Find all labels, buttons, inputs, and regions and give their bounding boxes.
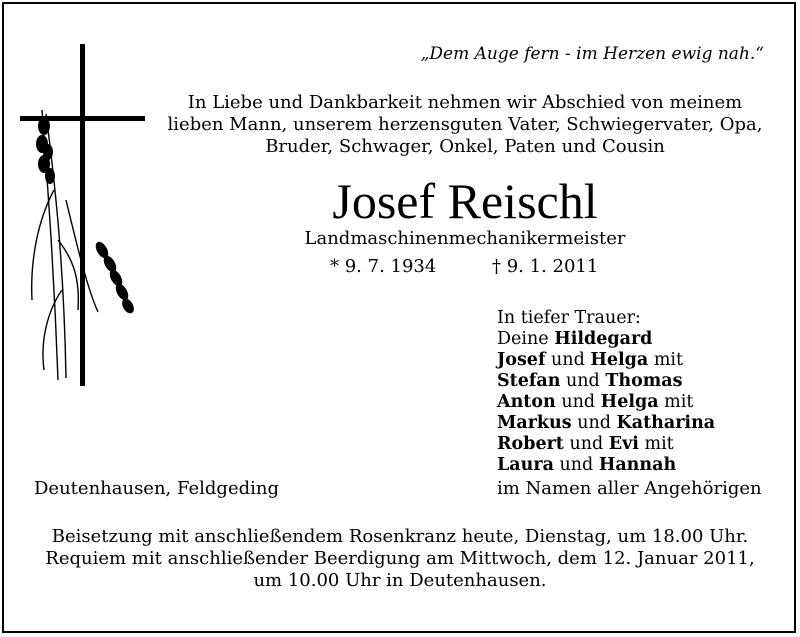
mourner-name: Robert bbox=[497, 434, 564, 454]
intro-line: lieben Mann, unserem herzensguten Vater, Schwiegervater, Opa, bbox=[167, 114, 763, 135]
mourner-name: Katharina bbox=[616, 413, 716, 433]
mourner-connector: mit bbox=[648, 350, 684, 370]
mourner-connector: und bbox=[545, 350, 591, 370]
mourners-closing: im Namen aller Angehörigen bbox=[497, 478, 762, 499]
mourner-name: Stefan bbox=[497, 371, 561, 391]
birth-date: * 9. 7. 1934 bbox=[330, 256, 437, 277]
mourner-connector: und bbox=[553, 455, 599, 475]
mourner-name: Helga bbox=[590, 350, 649, 370]
mourner-connector: und bbox=[555, 392, 601, 412]
deceased-name: Josef Reischl bbox=[332, 173, 598, 229]
service-line: Requiem mit anschließender Beerdigung am Mittwoch, dem 12. Januar 2011, bbox=[45, 548, 755, 569]
service-info bbox=[20, 526, 780, 592]
mourner-connector: und bbox=[563, 434, 609, 454]
cross-with-wheat-icon bbox=[18, 40, 148, 390]
mourner-name: Evi bbox=[608, 434, 639, 454]
mourner-name: Hildegard bbox=[554, 329, 653, 349]
mourner-line bbox=[497, 413, 715, 434]
mourner-connector: mit bbox=[658, 392, 694, 412]
mourner-name: Laura bbox=[497, 455, 554, 475]
death-date: † 9. 1. 2011 bbox=[492, 256, 599, 277]
place-line: Deutenhausen, Feldgeding bbox=[34, 478, 280, 499]
intro-line: In Liebe und Dankbarkeit nehmen wir Abschied von meinem bbox=[187, 92, 743, 113]
mourner-line bbox=[497, 434, 715, 455]
mourner-connector: mit bbox=[638, 434, 674, 454]
quote: „Dem Auge fern - im Herzen ewig nah.“ bbox=[420, 44, 764, 64]
mourner-name: Josef bbox=[497, 350, 546, 370]
mourners-list bbox=[497, 308, 715, 476]
mourner-line bbox=[497, 371, 715, 392]
mourner-line bbox=[497, 392, 715, 413]
mourner-line bbox=[497, 455, 715, 476]
mourner-connector: und bbox=[560, 371, 606, 391]
service-line: Beisetzung mit anschließendem Rosenkranz heute, Dienstag, um 18.00 Uhr. bbox=[51, 526, 749, 547]
mourner-name: Hannah bbox=[598, 455, 677, 475]
service-line: um 10.00 Uhr in Deutenhausen. bbox=[253, 570, 547, 591]
mourners-heading: In tiefer Trauer: bbox=[497, 308, 641, 328]
mourner-line bbox=[497, 329, 715, 350]
deceased-profession: Landmaschinenmechanikermeister bbox=[304, 228, 626, 249]
mourner-connector: Deine bbox=[497, 329, 555, 349]
mourner-connector: und bbox=[571, 413, 617, 433]
mourner-name: Thomas bbox=[605, 371, 683, 391]
mourner-name: Anton bbox=[497, 392, 556, 412]
mourner-line bbox=[497, 350, 715, 371]
mourner-name: Markus bbox=[497, 413, 572, 433]
intro-line: Bruder, Schwager, Onkel, Paten und Cousin bbox=[265, 136, 665, 157]
intro-text bbox=[150, 92, 780, 158]
mourner-name: Helga bbox=[600, 392, 659, 412]
